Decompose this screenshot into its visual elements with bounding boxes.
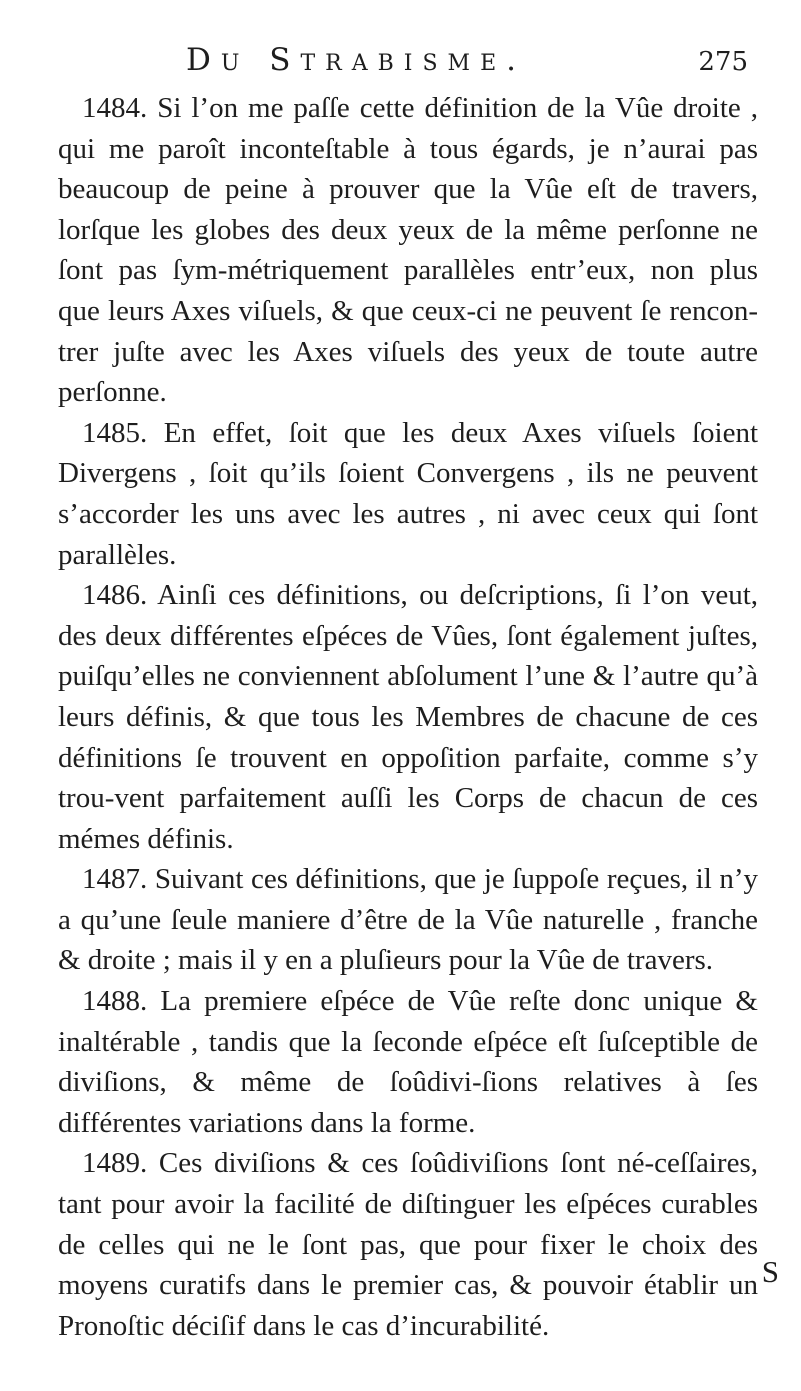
paragraph-text: En effet, ſoit que les deux Axes viſuels ſoient Divergens , ſoit qu’ils ſoient Convergens , ils ne peuvent s’accorder les uns avec les autres , ni avec ceux qui ſont parallèles. <box>58 416 758 571</box>
paragraph-number: 1487. <box>82 863 148 896</box>
page-number: 275 <box>698 47 748 77</box>
paragraph-number: 1488. <box>82 985 148 1018</box>
running-head-title: Du Strabisme. <box>186 42 526 78</box>
signature-mark: S <box>761 1254 779 1289</box>
paragraph-number: 1486. <box>82 579 148 612</box>
body-text <box>58 88 758 1346</box>
running-head <box>58 40 758 88</box>
book-page <box>58 40 758 1346</box>
paragraph-text: Ces diviſions & ces ſoûdiviſions ſont né-ceſſaires, tant pour avoir la facilité de diſtinguer les eſpéces curables de celles qui ne le ſont pas, que pour fixer le choix des moyens curatifs dans le premier cas, & pouvoir établir un Pronoſtic déciſif dans le cas d’incurabilité. <box>58 1147 758 1342</box>
paragraph-text: Ainſi ces définitions, ou deſcriptions, ſi l’on veut, des deux différentes eſpéces de Vûes, ſont également juſtes, puiſqu’elles ne conviennent abſolument l’une & l’autre qu’à leurs définis, & que tous les Membres de chacune de ces définitions ſe trouvent en oppoſition parfaite, comme s’y trou-vent parfaitement auſſi les Corps de chacun de ces mémes définis. <box>58 579 759 855</box>
paragraph-1486 <box>58 575 758 859</box>
paragraph-1488 <box>58 981 758 1143</box>
paragraph-1484 <box>58 88 758 413</box>
paragraph-text: Si l’on me paſſe cette définition de la Vûe droite , qui me paroît inconteſtable à tous égards, je n’aurai pas beaucoup de peine à prouver que la Vûe eſt de travers, lorſque les globes des deux yeux de la même perſonne ne ſont pas ſym-métriquement parallèles entr’eux, non plus que leurs Axes viſuels, & que ceux-ci ne peuvent ſe rencon-trer juſte avec les Axes viſuels des yeux de toute autre perſonne. <box>58 92 759 409</box>
paragraph-text: La premiere eſpéce de Vûe reſte donc unique & inaltérable , tandis que la ſeconde eſpéce eſt ſuſceptible de diviſions, & même de ſoûdivi-ſions relatives à ſes différentes variations dans la forme. <box>58 985 758 1139</box>
paragraph-1485 <box>58 413 758 575</box>
paragraph-1487 <box>58 859 758 981</box>
paragraph-number: 1484. <box>82 92 148 124</box>
paragraph-number: 1489. <box>82 1147 148 1180</box>
paragraph-1489 <box>58 1143 758 1346</box>
paragraph-number: 1485. <box>82 416 148 449</box>
paragraph-text: Suivant ces définitions, que je ſuppoſe reçues, il n’y a qu’une ſeule maniere d’être de la Vûe naturelle , franche & droite ; mais il y en a pluſieurs pour la Vûe de travers. <box>58 863 759 977</box>
